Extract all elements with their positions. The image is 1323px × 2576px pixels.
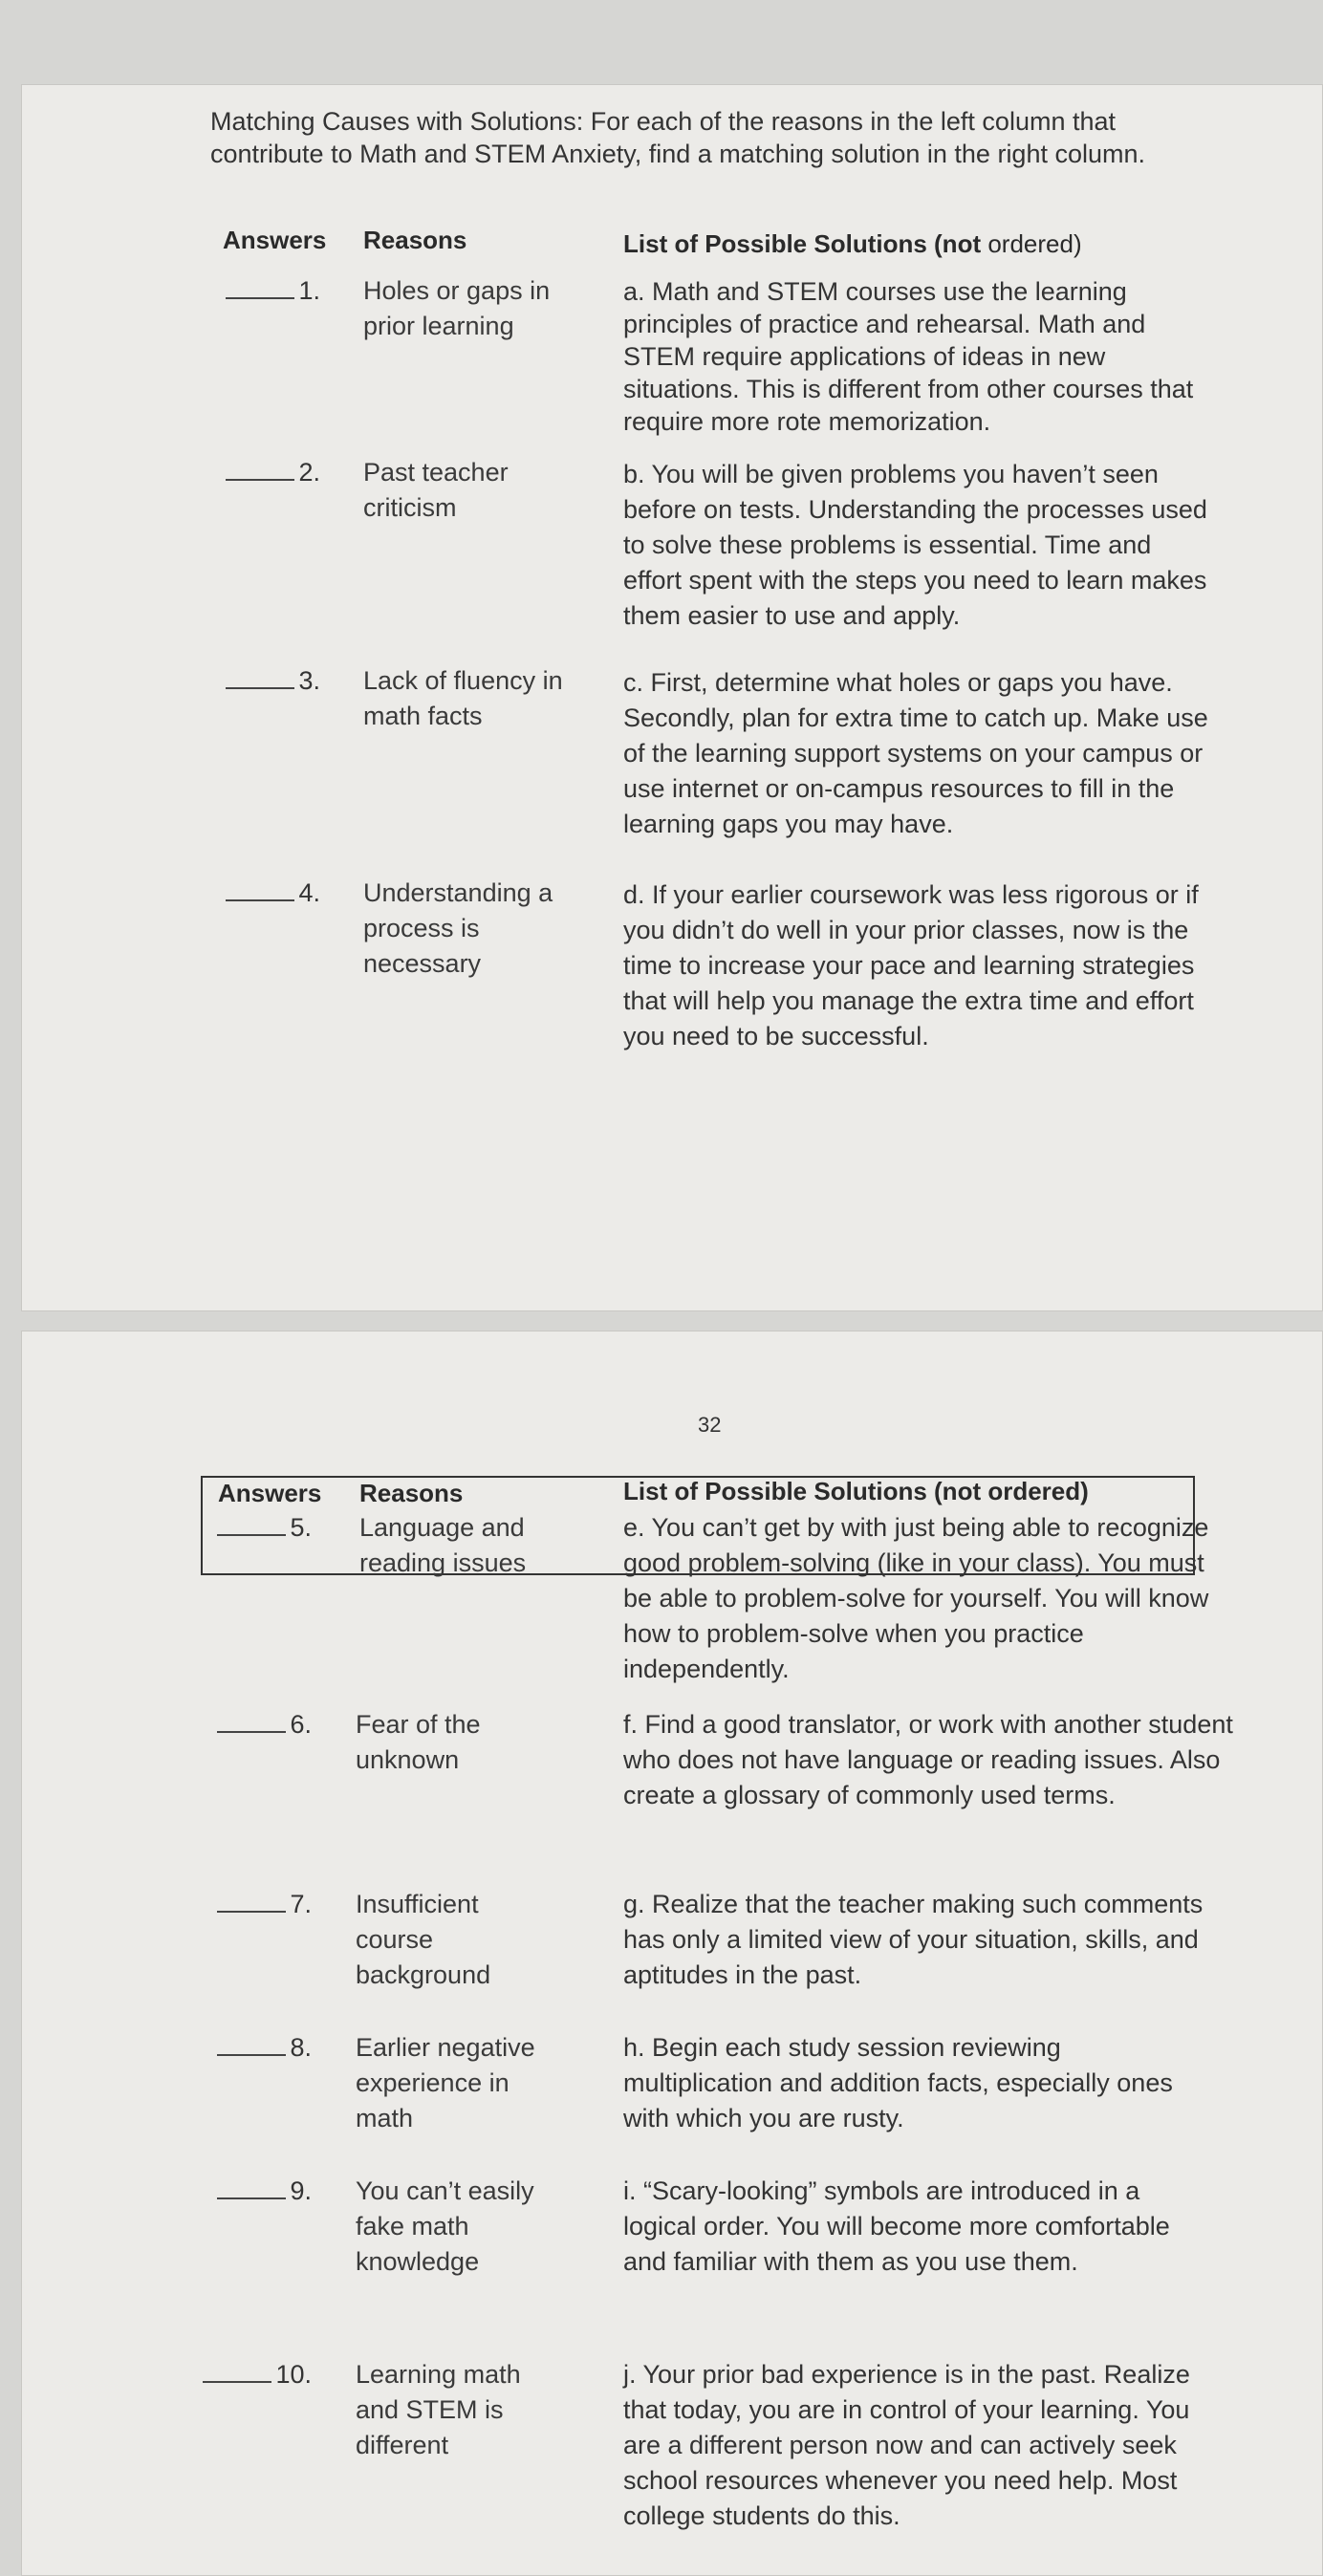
answer-blank-9[interactable]	[187, 2174, 312, 2209]
solution-text: f. Find a good translator, or work with another student who does not have language or reading issues. Also create a glossary of commonly used terms.	[623, 1710, 1233, 1809]
row-number: 6.	[290, 1710, 312, 1739]
row-number: 10.	[275, 2360, 312, 2389]
answer-blank-3[interactable]	[196, 663, 320, 699]
blank-line[interactable]	[217, 1731, 286, 1733]
blank-line[interactable]	[217, 1911, 286, 1913]
reason-text: Fear of the unknown	[356, 1710, 481, 1774]
answer-blank-4[interactable]	[196, 876, 320, 911]
solution-text: b. You will be given problems you haven’t seen before on tests. Understanding the processes used to solve these problems is essential. Time and effort spent with the steps you need to learn makes them easier to use and apply.	[623, 460, 1207, 630]
row-number: 8.	[290, 2033, 312, 2062]
reason-text: Understanding a process is necessary	[363, 878, 553, 978]
answer-blank-8[interactable]	[187, 2030, 312, 2066]
answer-blank-7[interactable]	[187, 1887, 312, 1922]
reason-text: Insufficient course background	[356, 1890, 491, 1989]
answer-blank-6[interactable]	[187, 1707, 312, 1743]
instructions-text: Matching Causes with Solutions: For each of the reasons in the left column that contribute to Math and STEM Anxiety, find a matching solution in the right column.	[210, 107, 1146, 168]
solutions-header: List of Possible Solutions (not ordered)	[623, 1477, 1089, 1505]
reasons-header: Reasons	[363, 226, 467, 254]
row-number: 1.	[298, 276, 320, 305]
reason-text: Holes or gaps in prior learning	[363, 276, 551, 340]
reason-text: Language and reading issues	[359, 1513, 527, 1577]
blank-line[interactable]	[203, 2381, 271, 2383]
blank-line[interactable]	[226, 479, 294, 481]
reason-text: Earlier negative experience in math	[356, 2033, 535, 2132]
solution-text: j. Your prior bad experience is in the past. Realize that today, you are in control of your learning. You are a different person now and can actively seek school resources whenever you need help. Most college students do this.	[623, 2360, 1190, 2530]
solution-text: g. Realize that the teacher making such comments has only a limited view of your situation, skills, and aptitudes in the past.	[623, 1890, 1204, 1989]
solutions-header-bold: List of Possible Solutions (not	[623, 229, 982, 258]
row-number: 4.	[298, 878, 320, 907]
page-number: 32	[698, 1413, 722, 1437]
row-number: 5.	[290, 1513, 312, 1542]
reason-text: You can’t easily fake math knowledge	[356, 2176, 534, 2276]
solution-text: i. “Scary-looking” symbols are introduced in a logical order. You will become more comfortable and familiar with them as you use them.	[623, 2176, 1170, 2276]
answer-blank-1[interactable]	[196, 273, 320, 309]
reason-text: Lack of fluency in math facts	[363, 666, 563, 730]
answer-blank-5[interactable]	[187, 1510, 312, 1546]
solution-text: h. Begin each study session reviewing multiplication and addition facts, especially ones with which you are rusty.	[623, 2033, 1173, 2132]
solutions-header	[623, 229, 1082, 259]
blank-line[interactable]	[226, 297, 294, 299]
blank-line[interactable]	[226, 899, 294, 901]
row-number: 3.	[298, 666, 320, 695]
row-number: 9.	[290, 2176, 312, 2205]
solution-text: a. Math and STEM courses use the learning principles of practice and rehearsal. Math and STEM require applications of ideas in new situations. This is different from other courses that require more rote memorization.	[623, 277, 1194, 436]
reason-text: Past teacher criticism	[363, 458, 509, 522]
answers-header: Answers	[218, 1479, 322, 1507]
row-number: 7.	[290, 1890, 312, 1918]
row-number: 2.	[298, 458, 320, 487]
solution-text: d. If your earlier coursework was less rigorous or if you didn’t do well in your prior classes, now is the time to increase your pace and learning strategies that will help you manage the extra time and effort you need to be successful.	[623, 880, 1199, 1050]
answer-blank-10[interactable]	[187, 2357, 312, 2392]
blank-line[interactable]	[226, 687, 294, 689]
answer-blank-2[interactable]	[196, 455, 320, 490]
reason-text: Learning math and STEM is different	[356, 2360, 521, 2459]
solution-text: e. You can’t get by with just being able to recognize good problem-solving (like in your class). You must be able to problem-solve for yourself. You will know how to problem-solve when you practice independently.	[623, 1513, 1209, 1683]
solution-text: c. First, determine what holes or gaps you have. Secondly, plan for extra time to catch up. Make use of the learning support systems on your campus or use internet or on-campus resources to fill in the learning gaps you may have.	[623, 668, 1208, 838]
blank-line[interactable]	[217, 2054, 286, 2056]
blank-line[interactable]	[217, 2197, 286, 2199]
solutions-header-normal: ordered)	[981, 229, 1082, 258]
reasons-header: Reasons	[359, 1479, 464, 1507]
blank-line[interactable]	[217, 1534, 286, 1536]
answers-header: Answers	[223, 226, 327, 254]
